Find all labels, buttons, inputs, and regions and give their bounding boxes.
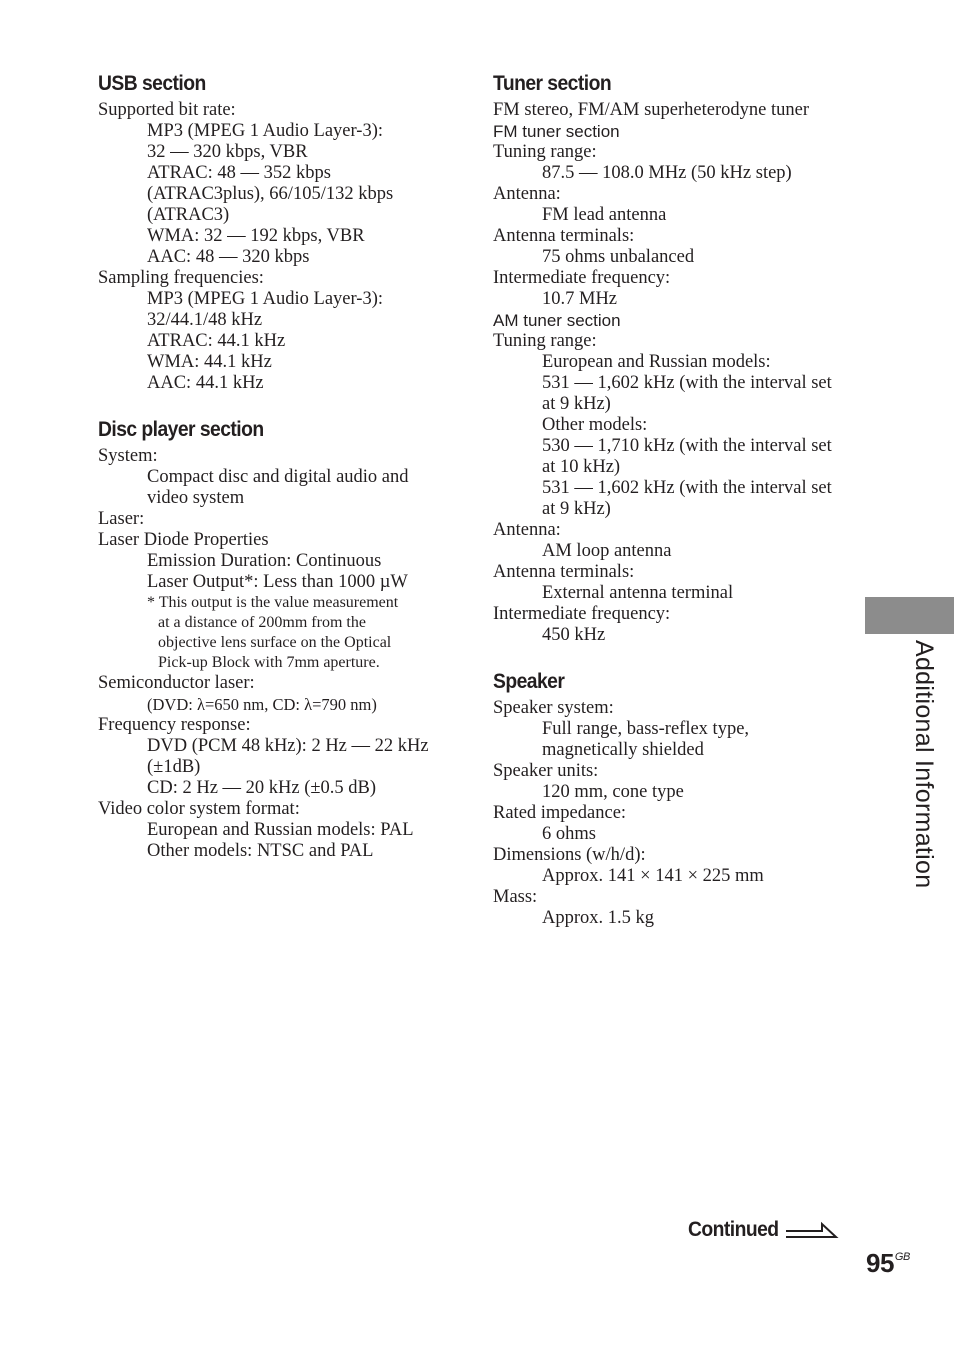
footnote-line: objective lens surface on the Optical: [158, 634, 392, 651]
spec-value: video system: [147, 488, 245, 508]
spec-label: Laser:: [98, 509, 145, 529]
spec-value: AAC: 48 — 320 kbps: [147, 247, 310, 267]
spec-value: European and Russian models:: [542, 352, 771, 372]
spec-value: 450 kHz: [542, 625, 606, 645]
right-column: [493, 68, 853, 929]
spec-label: Dimensions (w/h/d):: [493, 845, 646, 865]
spec-value: ATRAC: 48 — 352 kbps: [147, 163, 331, 183]
spec-value: Approx. 141 × 141 × 225 mm: [542, 866, 764, 886]
spec-value: European and Russian models: PAL: [147, 820, 414, 840]
spec-value: (DVD: λ=650 nm, CD: λ=790 nm): [147, 695, 377, 714]
continued-label: Continued: [688, 1218, 779, 1241]
spec-label: Speaker units:: [493, 761, 599, 781]
spec-label: Mass:: [493, 887, 538, 907]
spec-value: 530 — 1,710 kHz (with the interval set: [542, 436, 832, 456]
usb-section-heading: USB section: [98, 72, 206, 95]
spec-label: Video color system format:: [98, 799, 300, 819]
spec-label: Supported bit rate:: [98, 100, 236, 120]
spec-label: Semiconductor laser:: [98, 673, 255, 693]
spec-label: Intermediate frequency:: [493, 268, 671, 288]
spec-label: Antenna terminals:: [493, 562, 635, 582]
spec-value: at 9 kHz): [542, 499, 611, 519]
spec-label: System:: [98, 446, 158, 466]
spec-label: Tuning range:: [493, 331, 597, 351]
spec-label: Rated impedance:: [493, 803, 627, 823]
spec-value: DVD (PCM 48 kHz): 2 Hz — 22 kHz: [147, 736, 429, 756]
spec-value: 32/44.1/48 kHz: [147, 310, 263, 330]
spec-value: External antenna terminal: [542, 583, 734, 603]
spec-value: FM lead antenna: [542, 205, 667, 225]
spec-value: Laser Output*: Less than 1000 µW: [147, 572, 408, 592]
spec-value: WMA: 44.1 kHz: [147, 352, 272, 372]
footnote-line: Pick-up Block with 7mm aperture.: [158, 654, 380, 671]
spec-value: (ATRAC3): [147, 205, 230, 225]
spec-value: (ATRAC3plus), 66/105/132 kbps: [147, 184, 394, 204]
disc-player-section-heading: Disc player section: [98, 418, 264, 441]
spec-label: Antenna:: [493, 184, 561, 204]
spec-value: AM loop antenna: [542, 541, 672, 561]
spec-value: 87.5 — 108.0 MHz (50 kHz step): [542, 163, 792, 183]
continued-indicator: [688, 1218, 842, 1242]
page-number: [866, 1248, 910, 1279]
spec-label: Tuning range:: [493, 142, 597, 162]
spec-value: Full range, bass-reflex type,: [542, 719, 750, 739]
subsection-heading: FM tuner section: [493, 122, 620, 141]
spec-label: Sampling frequencies:: [98, 268, 264, 288]
spec-value: at 10 kHz): [542, 457, 621, 477]
spec-value: Compact disc and digital audio and: [147, 467, 409, 487]
spec-label: Laser Diode Properties: [98, 530, 269, 550]
spec-value: CD: 2 Hz — 20 kHz (±0.5 dB): [147, 778, 377, 798]
spec-value: Approx. 1.5 kg: [542, 908, 655, 928]
footnote-line: at a distance of 200mm from the: [158, 614, 366, 631]
spec-value: (±1dB): [147, 757, 201, 777]
footnote-line: * This output is the value measurement: [147, 594, 399, 611]
continued-arrow-icon: [784, 1218, 842, 1242]
spec-value: 6 ohms: [542, 824, 596, 844]
spec-label: Antenna terminals:: [493, 226, 635, 246]
spec-value: 32 — 320 kbps, VBR: [147, 142, 308, 162]
page-number-value: 95: [866, 1248, 894, 1278]
spec-value: Other models: NTSC and PAL: [147, 841, 374, 861]
spec-value: magnetically shielded: [542, 740, 704, 760]
spec-value: 120 mm, cone type: [542, 782, 684, 802]
spec-label: Intermediate frequency:: [493, 604, 671, 624]
tuner-section-heading: Tuner section: [493, 72, 612, 95]
spec-value: Emission Duration: Continuous: [147, 551, 382, 571]
side-section-label: Additional Information: [910, 640, 938, 889]
subsection-heading: AM tuner section: [493, 311, 621, 330]
spec-label: Antenna:: [493, 520, 561, 540]
section-tab-marker: [865, 597, 954, 634]
spec-value: MP3 (MPEG 1 Audio Layer-3):: [147, 121, 384, 141]
left-column: [98, 68, 458, 862]
spec-value: MP3 (MPEG 1 Audio Layer-3):: [147, 289, 384, 309]
spec-value: ATRAC: 44.1 kHz: [147, 331, 286, 351]
page-number-suffix: GB: [894, 1251, 910, 1263]
spec-value: 531 — 1,602 kHz (with the interval set: [542, 478, 832, 498]
spec-value: Other models:: [542, 415, 648, 435]
spec-value: at 9 kHz): [542, 394, 611, 414]
spec-value: 10.7 MHz: [542, 289, 618, 309]
spec-label: FM stereo, FM/AM superheterodyne tuner: [493, 100, 809, 120]
spec-value: 75 ohms unbalanced: [542, 247, 695, 267]
spec-value: 531 — 1,602 kHz (with the interval set: [542, 373, 832, 393]
spec-value: WMA: 32 — 192 kbps, VBR: [147, 226, 365, 246]
spec-label: Frequency response:: [98, 715, 251, 735]
spec-label: Speaker system:: [493, 698, 614, 718]
spec-value: AAC: 44.1 kHz: [147, 373, 264, 393]
speaker-section-heading: Speaker: [493, 670, 565, 693]
